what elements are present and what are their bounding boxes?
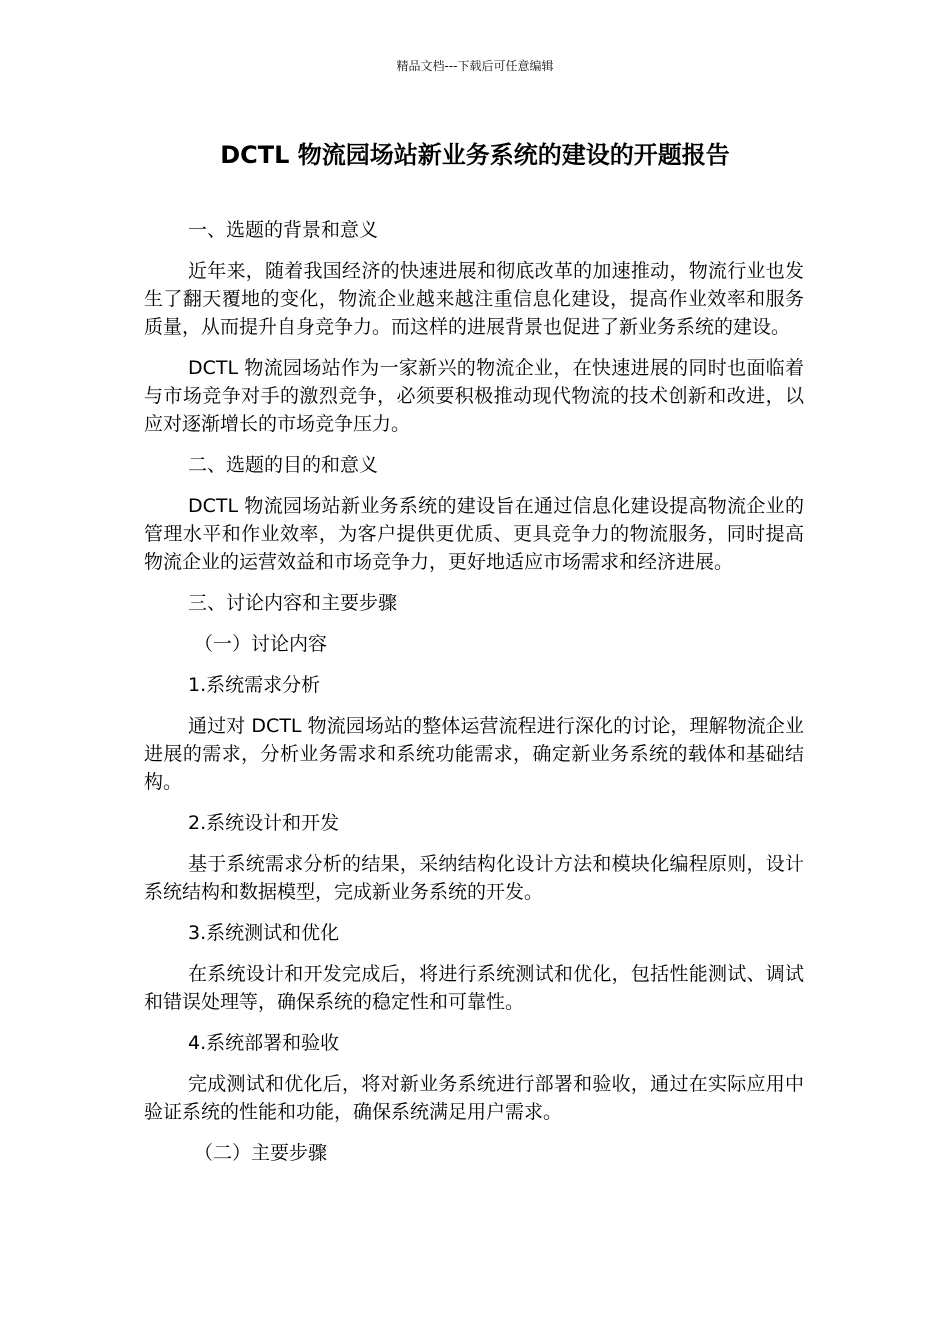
section-heading-purpose: 二、选题的目的和意义 <box>188 454 379 476</box>
item-heading-deployment: 4.系统部署和验收 <box>188 1032 340 1054</box>
subsection-heading-content: （一）讨论内容 <box>194 633 328 655</box>
section-heading-content-steps: 三、讨论内容和主要步骤 <box>188 592 398 614</box>
paragraph-company: DCTL 物流园场站作为一家新兴的物流企业，在快速进展的同时也面临着与市场竞争对手的激烈竞争，必须要积极推动现代物流的技术创新和改进，以应对逐渐增长的市场竞争压力。 <box>144 357 804 435</box>
subsection-heading-steps: （二）主要步骤 <box>194 1142 328 1164</box>
document-body <box>144 216 804 1180</box>
paragraph-background: 近年来，随着我国经济的快速进展和彻底改革的加速推动，物流行业也发生了翻天覆地的变化，物流企业越来越注重信息化建设，提高作业效率和服务质量，从而提升自身竞争力。而这样的进展背景也促进了新业务系统的建设。 <box>144 260 804 338</box>
item-heading-testing: 3.系统测试和优化 <box>188 922 340 944</box>
item-heading-requirements: 1.系统需求分析 <box>188 674 321 696</box>
page-header: 精品文档---下载后可任意编辑 <box>396 59 554 73</box>
item-heading-design: 2.系统设计和开发 <box>188 812 340 834</box>
paragraph-purpose: DCTL 物流园场站新业务系统的建设旨在通过信息化建设提高物流企业的管理水平和作业效率，为客户提供更优质、更具竞争力的物流服务，同时提高物流企业的运营效益和市场竞争力，更好地适应市场需求和经济进展。 <box>144 495 804 573</box>
paragraph-requirements: 通过对 DCTL 物流园场站的整体运营流程进行深化的讨论，理解物流企业进展的需求，分析业务需求和系统功能需求，确定新业务系统的载体和基础结构。 <box>144 715 804 793</box>
paragraph-deployment: 完成测试和优化后，将对新业务系统进行部署和验收，通过在实际应用中验证系统的性能和功能，确保系统满足用户需求。 <box>144 1073 804 1123</box>
document-title: DCTL 物流园场站新业务系统的建设的开题报告 <box>220 141 730 169</box>
section-heading-background: 一、选题的背景和意义 <box>188 219 379 241</box>
paragraph-design: 基于系统需求分析的结果，采纳结构化设计方法和模块化编程原则，设计系统结构和数据模型，完成新业务系统的开发。 <box>144 853 804 903</box>
paragraph-testing: 在系统设计和开发完成后，将进行系统测试和优化，包括性能测试、调试和错误处理等，确保系统的稳定性和可靠性。 <box>144 963 804 1013</box>
